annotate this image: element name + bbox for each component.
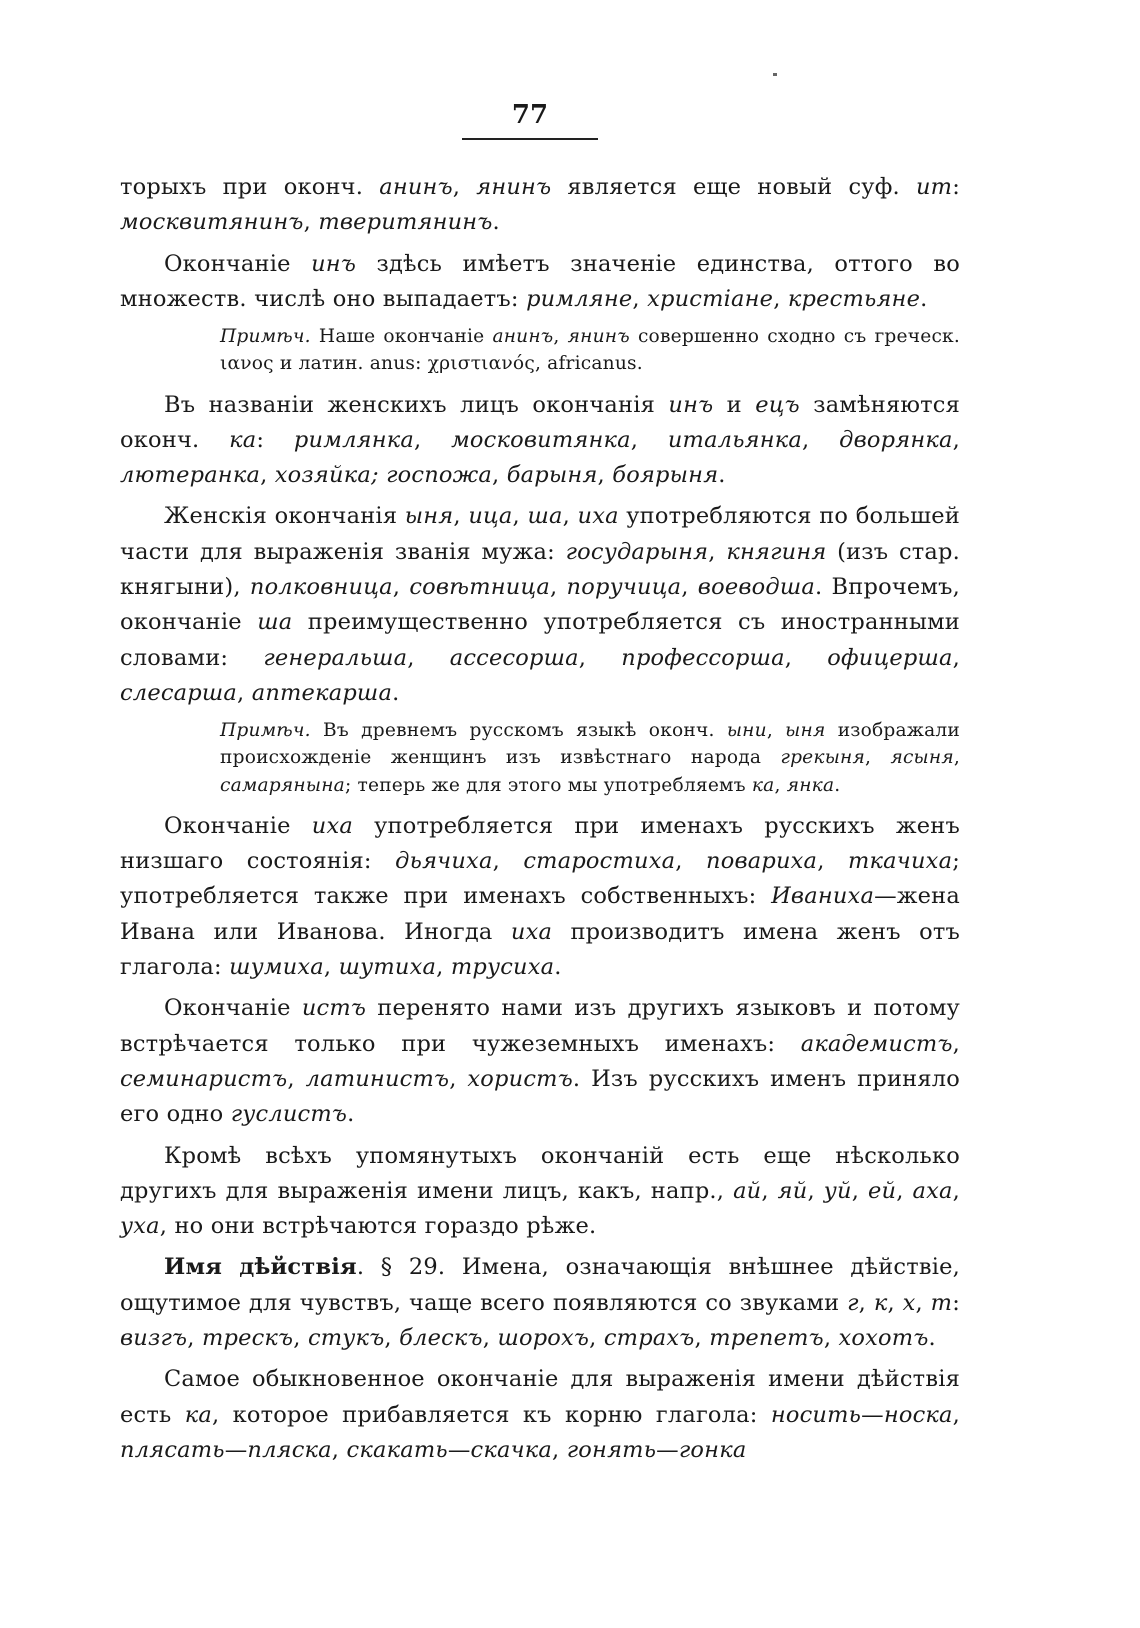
text-run: , xyxy=(802,426,840,453)
text-run: . xyxy=(347,1101,355,1128)
text-run: , xyxy=(630,426,668,453)
italic-term: ша xyxy=(527,503,563,530)
text-run: , xyxy=(260,462,275,489)
italic-term: визгъ xyxy=(120,1325,188,1352)
footnote-paragraph xyxy=(220,717,960,799)
italic-term: г xyxy=(847,1289,859,1316)
text-run: , xyxy=(323,954,339,981)
text-run: , xyxy=(449,1065,468,1092)
body-paragraph xyxy=(120,247,960,318)
text-run: совершенно сходно съ греческ. ιανος и латин. anus: χριστιανός, africanus. xyxy=(220,326,960,375)
italic-term: профессорша xyxy=(621,644,785,671)
text-run: , xyxy=(766,720,786,742)
italic-term: ка xyxy=(229,426,257,453)
italic-term: ка xyxy=(184,1401,212,1428)
italic-term: инъ xyxy=(311,250,357,277)
text-run: , xyxy=(293,1325,308,1352)
italic-term: страхъ xyxy=(603,1325,695,1352)
text-run: , xyxy=(492,848,524,875)
text-run: торыхъ при оконч. xyxy=(120,174,380,200)
italic-term: ица xyxy=(468,503,513,530)
text-run: Въ названіи женскихъ лицъ окончанія xyxy=(164,391,669,418)
italic-term: носить xyxy=(770,1401,862,1428)
body-paragraph xyxy=(120,809,960,985)
italic-term: римлянка xyxy=(293,426,414,453)
page-number: 77 xyxy=(511,100,549,130)
italic-term: яй xyxy=(777,1177,808,1204)
text-run: , xyxy=(708,538,727,565)
text-run: , xyxy=(512,503,528,530)
italic-term: княгиня xyxy=(726,538,827,565)
text-run: , xyxy=(823,1325,839,1352)
page-body xyxy=(120,170,960,1474)
text-run: Женскія окончанія xyxy=(164,503,405,530)
italic-term: т xyxy=(930,1289,953,1316)
italic-term: уй xyxy=(823,1177,852,1204)
text-run: замѣняются оконч. xyxy=(120,391,960,453)
text-run: — xyxy=(861,1401,884,1428)
text-run: Окончаніе xyxy=(164,995,302,1022)
text-run: , xyxy=(303,209,319,236)
text-run: ; употребляется также при именахъ собственныхъ: xyxy=(120,848,960,910)
italic-term: христіане xyxy=(647,285,774,312)
text-run: , xyxy=(851,1177,868,1204)
text-run: , которое прибавляется къ корню глагола: xyxy=(211,1401,771,1428)
text-run: , xyxy=(774,774,787,796)
italic-term: стукъ xyxy=(307,1325,385,1352)
text-run: . § 29. Имена, означающія внѣшнее дѣйствіе, ощутимое для чувствъ, чаще всего появляются со звуками xyxy=(120,1254,960,1316)
italic-term: семинаристъ xyxy=(120,1065,288,1092)
text-run: , xyxy=(681,574,698,601)
italic-term: скачка xyxy=(470,1436,553,1463)
italic-term: поручица xyxy=(566,574,682,601)
text-run: Самое обыкновенное окончаніе для выраженія имени дѣйствія есть xyxy=(120,1366,960,1428)
italic-term: ей xyxy=(867,1177,897,1204)
italic-term: иха xyxy=(577,503,619,530)
text-run: Кромѣ всѣхъ упомянутыхъ окончаній есть еще нѣсколько другихъ для выраженія имени лицъ, какъ, напр., xyxy=(120,1142,960,1204)
italic-term: Иваниха xyxy=(771,883,875,910)
text-run: , xyxy=(482,1325,498,1352)
italic-term: повариха xyxy=(706,848,818,875)
italic-term: аптекарша xyxy=(251,679,393,706)
italic-term: академистъ xyxy=(800,1030,953,1057)
text-run: : xyxy=(952,174,960,200)
italic-term: москвитянинъ xyxy=(120,209,304,236)
italic-term: уха xyxy=(120,1213,160,1240)
text-run: употребляются по большей части для выраженія званія мужа: xyxy=(120,503,960,565)
text-run: . xyxy=(392,679,400,706)
italic-term: итальянка xyxy=(667,426,803,453)
italic-term: шумиха xyxy=(229,954,324,981)
text-run: , xyxy=(384,1325,400,1352)
text-run: , xyxy=(436,954,451,981)
italic-term: х xyxy=(902,1289,916,1316)
text-run: , xyxy=(578,644,622,671)
text-run: : xyxy=(256,426,294,453)
text-run: , xyxy=(952,1401,960,1428)
text-run: , xyxy=(952,426,960,453)
italic-term: ка xyxy=(751,774,775,796)
text-run: . xyxy=(718,462,726,489)
italic-term: шорохъ xyxy=(497,1325,590,1352)
italic-term: трепетъ xyxy=(709,1325,824,1352)
text-run: . Изъ русскихъ именъ приняло его одно xyxy=(120,1065,960,1128)
text-run: : xyxy=(952,1289,960,1316)
italic-term: грекыня xyxy=(780,747,865,769)
italic-term: крестьяне xyxy=(787,285,921,312)
italic-term: янинъ xyxy=(476,174,552,200)
text-run: — xyxy=(224,1436,248,1463)
italic-term: Примѣч. xyxy=(220,326,311,348)
text-run: . xyxy=(492,209,500,236)
text-run: , xyxy=(896,1177,913,1204)
text-run: , xyxy=(453,503,469,530)
italic-term: иха xyxy=(510,918,553,945)
text-run: . xyxy=(928,1325,936,1352)
text-run: , xyxy=(452,174,477,200)
text-run: Окончаніе xyxy=(164,250,312,277)
italic-term: шутиха xyxy=(338,954,437,981)
italic-term: ша xyxy=(257,609,293,636)
text-run: перенято нами изъ другихъ языковъ и потому встрѣчается только при чужеземныхъ именахъ: xyxy=(120,995,960,1057)
text-run: , xyxy=(552,1436,567,1463)
italic-term: аха xyxy=(912,1177,953,1204)
text-run: ; теперь же для этого мы употребляемъ xyxy=(344,774,752,796)
italic-term: офицерша xyxy=(827,644,953,671)
italic-term: хористъ xyxy=(467,1065,573,1092)
italic-term: трусиха xyxy=(450,954,555,981)
text-run: , xyxy=(187,1325,202,1352)
italic-term: ясыня xyxy=(890,747,954,769)
italic-term: истъ xyxy=(301,995,367,1022)
page-number-rule xyxy=(462,138,598,140)
text-run: , xyxy=(407,644,450,671)
text-run: , xyxy=(915,1289,931,1316)
italic-term: пляска xyxy=(247,1436,332,1463)
body-paragraph xyxy=(120,499,960,711)
text-run: , xyxy=(953,747,960,769)
text-run: , но они встрѣчаются гораздо рѣже. xyxy=(159,1213,597,1240)
text-run: , xyxy=(237,679,252,706)
italic-term: боярыня xyxy=(612,462,719,489)
body-paragraph xyxy=(120,991,960,1132)
italic-term: ткачиха xyxy=(848,848,953,875)
text-run: употребляется при именахъ русскихъ женъ низшаго состоянія: xyxy=(120,812,960,875)
text-run: , xyxy=(331,1436,347,1463)
text-run: , xyxy=(952,1177,960,1204)
text-run: является еще новый суф. xyxy=(551,174,916,200)
text-run: , xyxy=(817,848,848,875)
italic-term: носка xyxy=(883,1401,953,1428)
italic-term: инъ xyxy=(668,391,714,418)
italic-term: хозяйка; госпожа xyxy=(274,462,493,489)
italic-term: ецъ xyxy=(755,391,800,418)
text-run: , xyxy=(952,1030,960,1057)
italic-term: скакать xyxy=(346,1436,448,1463)
italic-term: ит xyxy=(915,174,953,200)
body-paragraph xyxy=(120,388,960,494)
footnote-paragraph xyxy=(220,323,960,377)
text-run: . xyxy=(920,285,928,312)
section-heading: Имя дѣйствія xyxy=(164,1254,357,1281)
text-run: (изъ стар. княгыни), xyxy=(120,538,960,601)
italic-term: слесарша xyxy=(120,679,237,706)
text-run: преимущественно употребляется съ иностранными словами: xyxy=(120,609,960,671)
text-run: , xyxy=(858,1289,874,1316)
text-run: , xyxy=(589,1325,604,1352)
italic-term: трескъ xyxy=(201,1325,294,1352)
text-run: Наше окончаніе xyxy=(310,326,493,348)
italic-term: латинистъ xyxy=(305,1065,450,1092)
body-paragraph xyxy=(120,1362,960,1468)
text-run: , xyxy=(694,1325,710,1352)
italic-term: гонка xyxy=(678,1436,747,1463)
text-run: , xyxy=(807,1177,824,1204)
text-run: Окончаніе xyxy=(164,812,312,839)
text-run: . Впрочемъ, окончаніе xyxy=(120,574,960,636)
italic-term: дворянка xyxy=(839,426,953,453)
text-run: , xyxy=(553,326,568,348)
italic-term: анинъ xyxy=(492,326,554,348)
text-run: , xyxy=(784,644,828,671)
text-run: , xyxy=(413,426,452,453)
text-run: , xyxy=(865,747,891,769)
text-run: . xyxy=(554,954,562,981)
text-run: здѣсь имѣетъ значеніе единства, оттого во множеств. числѣ оно выпадаетъ: xyxy=(120,250,960,312)
italic-term: тверитянинъ xyxy=(318,209,493,236)
text-run: , xyxy=(632,285,648,312)
text-run: , xyxy=(562,503,578,530)
italic-term: ыни xyxy=(726,720,767,742)
italic-term: анинъ xyxy=(379,174,453,200)
text-run: . xyxy=(834,774,841,796)
body-paragraph xyxy=(120,1250,960,1356)
italic-term: гонять xyxy=(566,1436,657,1463)
italic-term: совѣтница xyxy=(409,574,550,601)
text-run: , xyxy=(492,462,507,489)
italic-term: янка xyxy=(786,774,835,796)
italic-term: плясать xyxy=(120,1436,225,1463)
text-run: изображали происхожденіе женщинъ изъ извѣстнаго народа xyxy=(220,720,960,769)
italic-term: лютеранка xyxy=(120,462,261,489)
italic-term: государыня xyxy=(565,538,709,565)
italic-term: самарянына xyxy=(220,774,345,796)
text-run: , xyxy=(675,848,707,875)
italic-term: гуслистъ xyxy=(230,1101,348,1128)
text-run: , xyxy=(761,1177,778,1204)
italic-term: генеральша xyxy=(263,644,408,671)
text-run: , xyxy=(773,285,788,312)
italic-term: Примѣч. xyxy=(220,720,311,742)
text-run: , xyxy=(392,574,410,601)
italic-term: ыня xyxy=(404,503,454,530)
text-run: — xyxy=(447,1436,471,1463)
italic-term: блескъ xyxy=(399,1325,483,1352)
italic-term: янинъ xyxy=(567,326,630,348)
italic-term: ай xyxy=(733,1177,762,1204)
italic-term: полковница xyxy=(249,574,393,601)
text-run: —жена Ивана или Иванова. Иногда xyxy=(120,883,960,945)
italic-term: иха xyxy=(311,812,353,839)
italic-term: к xyxy=(873,1289,888,1316)
italic-term: ыня xyxy=(785,720,826,742)
italic-term: московитянка xyxy=(451,426,631,453)
body-paragraph xyxy=(120,170,960,241)
text-run: и xyxy=(713,391,756,418)
italic-term: римляне xyxy=(526,285,633,312)
text-run: производитъ имена женъ отъ глагола: xyxy=(120,918,960,981)
italic-term: барыня xyxy=(506,462,598,489)
body-paragraph xyxy=(120,1139,960,1245)
margin-mark xyxy=(773,73,777,76)
italic-term: ассесорша xyxy=(449,644,579,671)
italic-term: дьячиха xyxy=(395,848,493,875)
italic-term: хохотъ xyxy=(838,1325,929,1352)
text-run: , xyxy=(887,1289,903,1316)
text-run: — xyxy=(656,1436,679,1463)
text-run: , xyxy=(952,644,960,671)
italic-term: воеводша xyxy=(697,574,815,601)
text-run: , xyxy=(549,574,567,601)
italic-term: старостиха xyxy=(523,848,676,875)
text-run: , xyxy=(597,462,613,489)
text-run: Въ древнемъ русскомъ языкѣ оконч. xyxy=(310,720,727,742)
text-run: , xyxy=(287,1065,306,1092)
